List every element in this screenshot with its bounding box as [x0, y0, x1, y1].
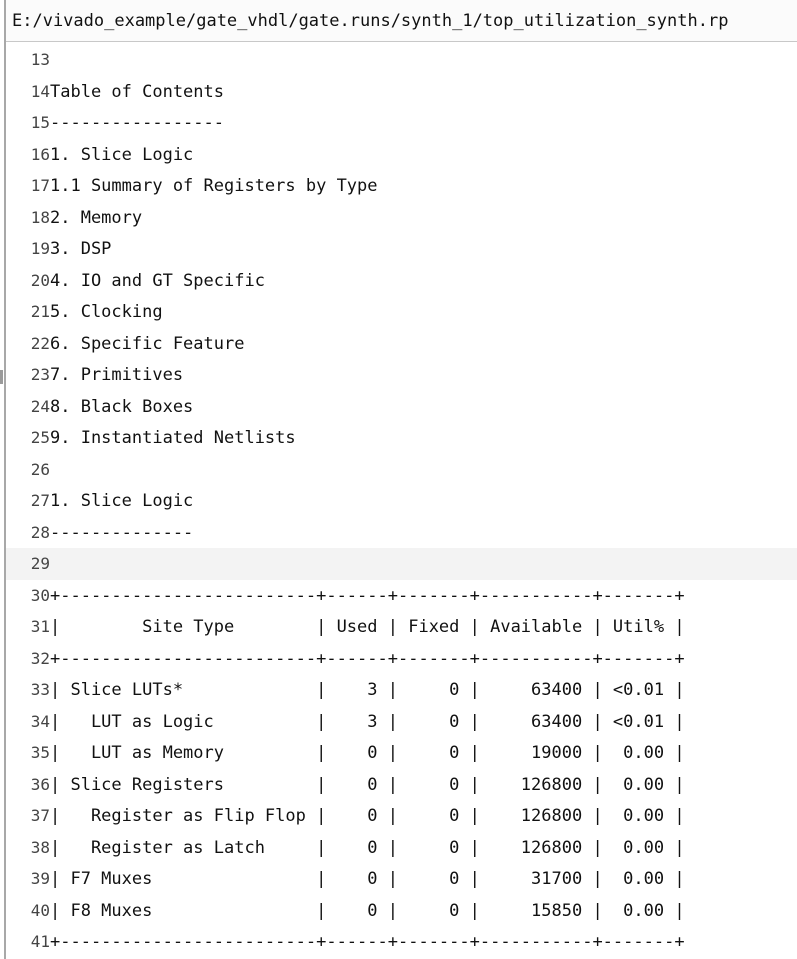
line-number: 35	[30, 743, 50, 762]
line-number: 31	[30, 617, 50, 636]
line-text: 1. Slice Logic	[50, 144, 194, 165]
code-line[interactable]	[6, 454, 797, 486]
code-line[interactable]	[6, 769, 797, 801]
current-line[interactable]	[6, 548, 797, 580]
code-line[interactable]	[6, 895, 797, 927]
line-text: --------------	[50, 522, 194, 543]
code-line[interactable]	[6, 674, 797, 706]
line-text: | F7 Muxes | 0 | 0 | 31700 | 0.00 |	[50, 869, 685, 889]
code-line[interactable]	[6, 517, 797, 549]
line-text: 8. Black Boxes	[50, 396, 194, 417]
line-text: 1.1 Summary of Registers by Type	[50, 176, 378, 196]
line-text: 1. Slice Logic	[50, 491, 194, 511]
code-line[interactable]	[6, 832, 797, 864]
line-text: Table of Contents	[50, 81, 224, 102]
line-number: 16	[30, 144, 50, 164]
line-text: 6. Specific Feature	[50, 333, 245, 354]
code-line[interactable]	[6, 328, 797, 360]
gutter-marker	[0, 370, 3, 384]
line-text: +-------------------------+------+-------+-----------+-------+	[50, 648, 685, 669]
code-line[interactable]	[6, 643, 797, 675]
code-line[interactable]	[6, 44, 797, 76]
line-number: 30	[30, 585, 50, 605]
line-number: 37	[30, 806, 50, 825]
line-text: +-------------------------+------+-------+-----------+-------+	[50, 932, 685, 952]
code-line[interactable]	[6, 233, 797, 265]
line-number: 41	[30, 932, 50, 951]
line-text: 4. IO and GT Specific	[50, 270, 265, 291]
file-path-bar[interactable]: E:/vivado_example/gate_vhdl/gate.runs/synth_1/top_utilization_synth.rp	[6, 0, 797, 42]
line-number: 36	[30, 774, 50, 794]
code-line[interactable]	[6, 296, 797, 328]
line-text: | LUT as Logic | 3 | 0 | 63400 | <0.01 |	[50, 711, 685, 732]
line-number: 21	[30, 302, 50, 321]
code-line[interactable]	[6, 422, 797, 454]
code-line[interactable]	[6, 580, 797, 612]
line-number: 34	[30, 711, 50, 731]
code-line[interactable]	[6, 391, 797, 423]
line-text: 5. Clocking	[50, 302, 163, 322]
line-number: 29	[30, 554, 50, 573]
line-text: 7. Primitives	[50, 365, 184, 385]
line-text: 9. Instantiated Netlists	[50, 428, 296, 448]
line-number: 33	[30, 680, 50, 699]
code-line[interactable]	[6, 485, 797, 517]
line-text: | LUT as Memory | 0 | 0 | 19000 | 0.00 |	[50, 743, 685, 763]
line-number: 20	[30, 270, 50, 290]
code-line[interactable]	[6, 139, 797, 171]
line-number: 24	[30, 396, 50, 416]
line-text: | Slice LUTs* | 3 | 0 | 63400 | <0.01 |	[50, 680, 685, 700]
code-line[interactable]	[6, 107, 797, 139]
line-text: 2. Memory	[50, 207, 143, 228]
line-number: 32	[30, 648, 50, 668]
line-number: 28	[30, 522, 50, 542]
line-text: 3. DSP	[50, 239, 112, 259]
line-number: 22	[30, 333, 50, 353]
code-line[interactable]	[6, 706, 797, 738]
code-line[interactable]	[6, 76, 797, 108]
line-number: 19	[30, 239, 50, 258]
line-text: +-------------------------+------+-------+-----------+-------+	[50, 585, 685, 606]
code-line[interactable]	[6, 800, 797, 832]
line-text: | Register as Flip Flop | 0 | 0 | 126800 | 0.00 |	[50, 806, 685, 826]
code-line[interactable]	[6, 737, 797, 769]
line-number: 23	[30, 365, 50, 384]
line-number: 26	[30, 459, 50, 479]
line-text: | Slice Registers | 0 | 0 | 126800 | 0.00 |	[50, 774, 685, 795]
code-line[interactable]	[6, 170, 797, 202]
line-number: 17	[30, 176, 50, 195]
line-text: | Register as Latch | 0 | 0 | 126800 | 0.00 |	[50, 837, 685, 858]
code-line[interactable]	[6, 359, 797, 391]
line-text: | F8 Muxes | 0 | 0 | 15850 | 0.00 |	[50, 900, 685, 921]
line-number: 15	[30, 113, 50, 132]
line-number: 27	[30, 491, 50, 510]
editor-text-area[interactable]	[6, 44, 797, 958]
code-line[interactable]	[6, 611, 797, 643]
line-number: 38	[30, 837, 50, 857]
line-number: 39	[30, 869, 50, 888]
line-number: 14	[30, 81, 50, 101]
line-number: 40	[30, 900, 50, 920]
line-text: | Site Type | Used | Fixed | Available | Util% |	[50, 617, 685, 637]
code-line[interactable]	[6, 863, 797, 895]
code-line[interactable]	[6, 202, 797, 234]
line-number: 25	[30, 428, 50, 447]
line-text: -----------------	[50, 113, 224, 133]
code-line[interactable]	[6, 926, 797, 958]
line-number: 18	[30, 207, 50, 227]
code-line[interactable]	[6, 265, 797, 297]
line-number: 13	[30, 50, 50, 69]
